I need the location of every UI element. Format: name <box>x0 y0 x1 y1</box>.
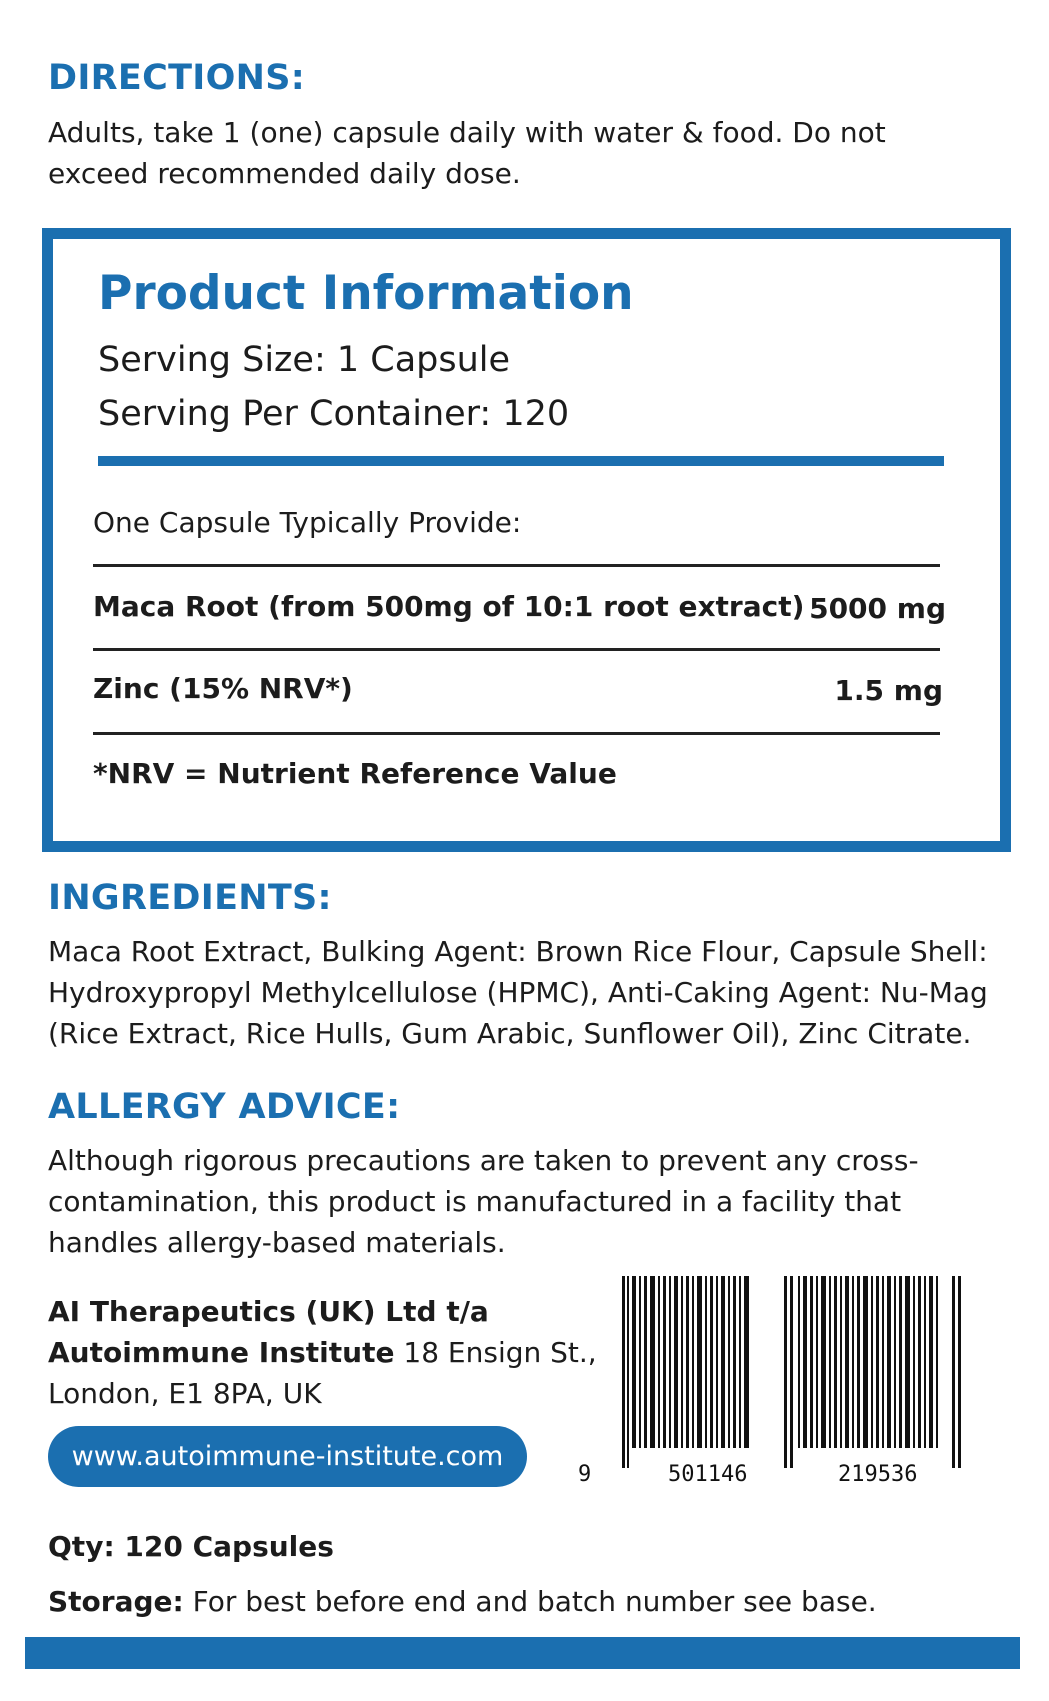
barcode-bar <box>871 1276 873 1448</box>
company-address <box>48 1291 628 1414</box>
barcode-bar <box>816 1276 818 1448</box>
barcode-first-digit: 9 <box>578 1462 592 1487</box>
barcode-bar <box>863 1276 868 1448</box>
nutrient-name: Zinc (15% NRV*) <box>93 672 353 705</box>
divider-thick <box>98 456 944 466</box>
footer-bar <box>25 1637 1020 1669</box>
nrv-footnote: *NRV = Nutrient Reference Value <box>93 757 617 790</box>
allergy-heading: ALLERGY ADVICE: <box>48 1087 401 1127</box>
company-trading-line <box>48 1332 628 1373</box>
product-information-title: Product Information <box>98 266 634 321</box>
barcode <box>622 1276 964 1468</box>
directions-heading: DIRECTIONS: <box>48 58 306 98</box>
barcode-bar <box>803 1276 807 1448</box>
barcode-bars <box>622 1276 964 1468</box>
ingredients-heading: INGREDIENTS: <box>48 878 332 918</box>
barcode-bar <box>840 1276 842 1448</box>
barcode-bar <box>905 1276 910 1448</box>
barcode-bar <box>899 1276 902 1448</box>
barcode-bar <box>876 1276 879 1448</box>
directions-text: Adults, take 1 (one) capsule daily with water & food. Do not exceed recommended daily dose. <box>48 116 886 190</box>
barcode-bar <box>639 1276 641 1448</box>
barcode-bar <box>918 1276 921 1448</box>
barcode-bar <box>644 1276 647 1448</box>
website-link[interactable]: www.autoimmune-institute.com <box>48 1426 527 1487</box>
barcode-bar <box>697 1276 702 1448</box>
barcode-bar <box>728 1276 730 1448</box>
quantity: Qty: 120 Capsules <box>48 1530 334 1563</box>
barcode-bar <box>650 1276 655 1448</box>
barcode-bar <box>627 1276 629 1468</box>
barcode-bar <box>913 1276 915 1448</box>
barcode-bar <box>784 1276 787 1468</box>
barcode-bar <box>958 1276 961 1468</box>
nutrient-amount: 5000 mg <box>809 592 946 625</box>
barcode-bar <box>681 1276 683 1448</box>
barcode-bar <box>733 1276 736 1448</box>
barcode-bar <box>710 1276 713 1448</box>
barcode-left-group: 501146 <box>668 1462 748 1487</box>
barcode-bar <box>887 1276 891 1448</box>
nutrient-amount: 1.5 mg <box>834 674 943 707</box>
barcode-bar <box>929 1276 933 1448</box>
storage-info <box>48 1581 877 1622</box>
barcode-bar <box>852 1276 854 1448</box>
storage-label: Storage: <box>48 1585 184 1618</box>
divider <box>93 648 940 651</box>
barcode-bar <box>744 1276 749 1448</box>
barcode-bar <box>894 1276 896 1448</box>
barcode-right-group: 219536 <box>838 1462 918 1487</box>
barcode-bar <box>705 1276 707 1448</box>
barcode-bar <box>829 1276 831 1448</box>
barcode-bar <box>882 1276 884 1448</box>
barcode-bar <box>952 1276 955 1468</box>
provides-label: One Capsule Typically Provide: <box>93 506 522 539</box>
barcode-bar <box>658 1276 660 1448</box>
barcode-bar <box>810 1276 813 1448</box>
barcode-bar <box>716 1276 718 1448</box>
barcode-bar <box>721 1276 725 1448</box>
divider <box>93 732 940 735</box>
barcode-bar <box>857 1276 860 1448</box>
barcode-bar <box>622 1276 625 1468</box>
barcode-bar <box>845 1276 849 1448</box>
barcode-bar <box>663 1276 666 1448</box>
barcode-bar <box>936 1276 938 1448</box>
barcode-bar <box>924 1276 926 1448</box>
barcode-bar <box>834 1276 837 1448</box>
company-street: 18 Ensign St., <box>394 1336 597 1369</box>
allergy-text: Although rigorous precautions are taken to prevent any cross-contamination, this product is manufactured in a facility that handles allergy-based materials. <box>48 1144 919 1259</box>
barcode-bar <box>790 1276 793 1468</box>
ingredients-text: Maca Root Extract, Bulking Agent: Brown Rice Flour, Capsule Shell: Hydroxypropyl Methylcellulose (HPMC), Anti-Caking Agent: Nu-Mag (Rice Extract, Rice Hulls, Gum Arabic, Sunflower Oil), Zinc Citrate. <box>48 935 988 1050</box>
nutrient-name: Maca Root (from 500mg of 10:1 root extract) <box>93 590 805 623</box>
servings-per-container: Serving Per Container: 120 <box>98 394 570 434</box>
company-trading-name: Autoimmune Institute <box>48 1336 395 1369</box>
barcode-bar <box>669 1276 671 1448</box>
barcode-bar <box>692 1276 694 1448</box>
barcode-bar <box>674 1276 678 1448</box>
barcode-bar <box>798 1276 800 1448</box>
barcode-bar <box>821 1276 826 1448</box>
storage-text: For best before end and batch number see base. <box>183 1585 877 1618</box>
serving-size: Serving Size: 1 Capsule <box>98 340 511 380</box>
barcode-bar <box>632 1276 636 1448</box>
barcode-bar <box>739 1276 741 1448</box>
company-city: London, E1 8PA, UK <box>48 1377 322 1410</box>
barcode-bar <box>686 1276 689 1448</box>
divider <box>93 564 940 567</box>
company-name: AI Therapeutics (UK) Ltd t/a <box>48 1295 489 1328</box>
